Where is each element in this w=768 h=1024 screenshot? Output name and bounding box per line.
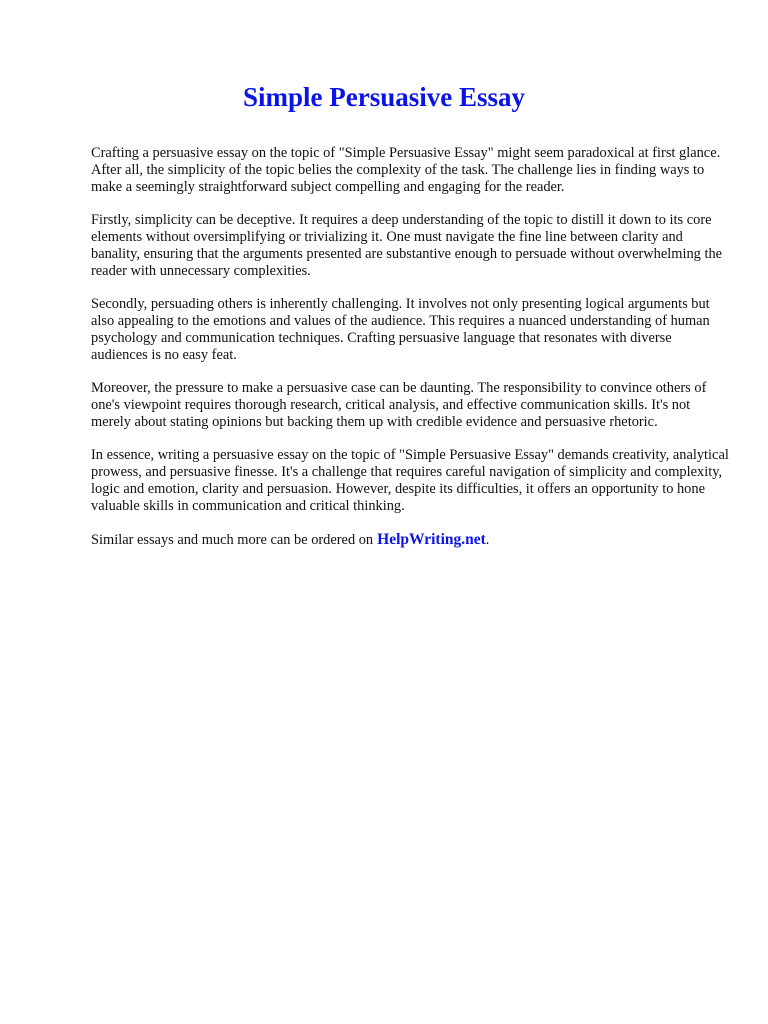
helpwriting-link[interactable]: HelpWriting.net <box>377 531 486 548</box>
footer-text: Similar essays and much more can be ordered on <box>91 532 374 548</box>
essay-body <box>91 145 731 565</box>
paragraph-5: In essence, writing a persuasive essay on the topic of "Simple Persuasive Essay" demands creativity, analytical prowess, and persuasive finesse. It's a challenge that requires careful navigation of simplicity and complexity, logic and emotion, clarity and persuasion. However, despite its difficulties, it offers an opportunity to hone valuable skills in communication and critical thinking. <box>91 447 729 514</box>
footer-line <box>91 531 731 549</box>
footer-suffix: . <box>485 532 490 548</box>
paragraph-1: Crafting a persuasive essay on the topic of "Simple Persuasive Essay" might seem paradoxical at first glance. After all, the simplicity of the topic belies the complexity of the task. The challenge lies in finding ways to make a seemingly straightforward subject compelling and engaging for the reader. <box>91 145 721 195</box>
page-title: Simple Persuasive Essay <box>242 82 525 112</box>
paragraph-3: Secondly, persuading others is inherently challenging. It involves not only presenting logical arguments but also appealing to the emotions and values of the audience. This requires a nuanced understanding of human psychology and communication techniques. Crafting persuasive language that resonates with diverse audiences is no easy feat. <box>91 296 710 363</box>
paragraph-2: Firstly, simplicity can be deceptive. It requires a deep understanding of the topic to distill it down to its core elements without oversimplifying or trivializing it. One must navigate the fine line between clarity and banality, ensuring that the arguments presented are substantive enough to persuade without overwhelming the reader with unnecessary complexities. <box>91 212 723 279</box>
paragraph-4: Moreover, the pressure to make a persuasive case can be daunting. The responsibility to convince others of one's viewpoint requires thorough research, critical analysis, and effective communication skills. It's not merely about stating opinions but backing them up with credible evidence and persuasive rhetoric. <box>91 380 707 430</box>
